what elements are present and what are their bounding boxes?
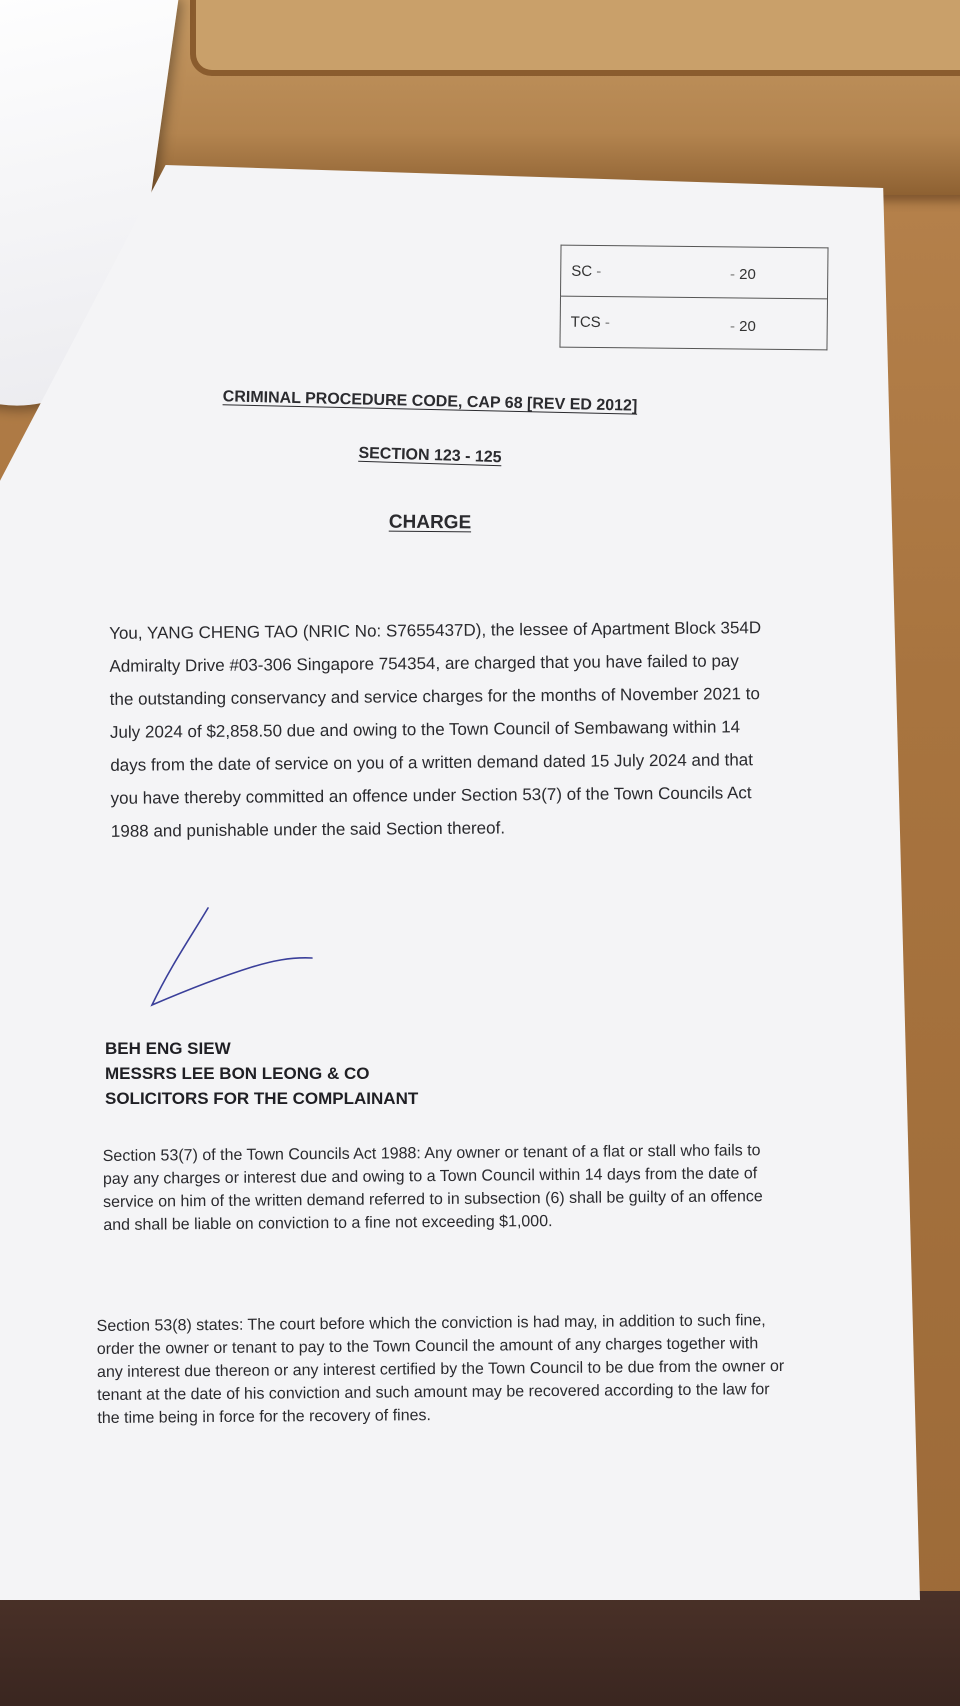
reference-dash: - [730, 318, 735, 335]
section-heading: SECTION 123 - 125 [358, 444, 502, 467]
reference-row-tcs [560, 296, 828, 350]
reference-box [559, 245, 828, 351]
dark-cloth [0, 1591, 960, 1706]
reference-cell [561, 245, 829, 299]
reference-label: SC [571, 262, 593, 280]
act-heading: CRIMINAL PROCEDURE CODE, CAP 68 [REV ED 2012] [222, 388, 638, 415]
reference-label: TCS [570, 313, 601, 331]
reference-year: 20 [739, 318, 756, 335]
signer-name: BEH ENG SIEW [105, 1039, 231, 1058]
section-53-7-note: Section 53(7) of the Town Councils Act 1988: Any owner or tenant of a flat or stall who fails to pay any charges or interest due and owing to a Town Council within 14 days from the date of service on him of the written demand referred to in subsection (6) shall be guilty of an offence and shall be liable on conviction to a fine not exceeding $1,000. [102, 1142, 763, 1234]
reference-dash: - [596, 262, 602, 280]
reference-year-sc [730, 266, 756, 283]
wooden-tray [150, 0, 960, 195]
signer-firm: MESSRS LEE BON LEONG & CO [105, 1064, 370, 1083]
handwritten-signature [140, 905, 320, 1015]
signer-role: SOLICITORS FOR THE COMPLAINANT [105, 1089, 419, 1108]
reference-year-tcs [730, 318, 756, 335]
reference-cell [560, 296, 828, 350]
reference-dash: - [604, 313, 610, 331]
wooden-tray-groove [190, 0, 960, 76]
charge-title: CHARGE [388, 511, 472, 534]
charge-text: You, YANG CHENG TAO (NRIC No: S7655437D), the lessee of Apartment Block 354D Admiralty Drive #03-306 Singapore 754354, are charged that you have failed to pay the outstanding conservancy and service charges for the months of November 2021 to July 2024 of $2,858.50 due and owing to the Town Council of Sembawang within 14 days from the date of service on you of a written demand dated 15 July 2024 and that you have thereby committed an offence under Section 53(7) of the Town Councils Act 1988 and punishable under the said Section thereof. [109, 618, 762, 841]
signer-block [105, 1036, 418, 1111]
reference-year: 20 [739, 266, 756, 283]
section-53-8-note: Section 53(8) states: The court before which the conviction is had may, in addition to such fine, order the owner or tenant to pay to the Town Council the amount of any charges together with any interest due thereon or any interest certified by the Town Council to be due from the owner or tenant at the date of his conviction and such amount may be recovered according to the law for the time being in force for the recovery of fines. [96, 1312, 785, 1428]
reference-dash: - [730, 266, 735, 283]
reference-row-sc [561, 245, 829, 299]
